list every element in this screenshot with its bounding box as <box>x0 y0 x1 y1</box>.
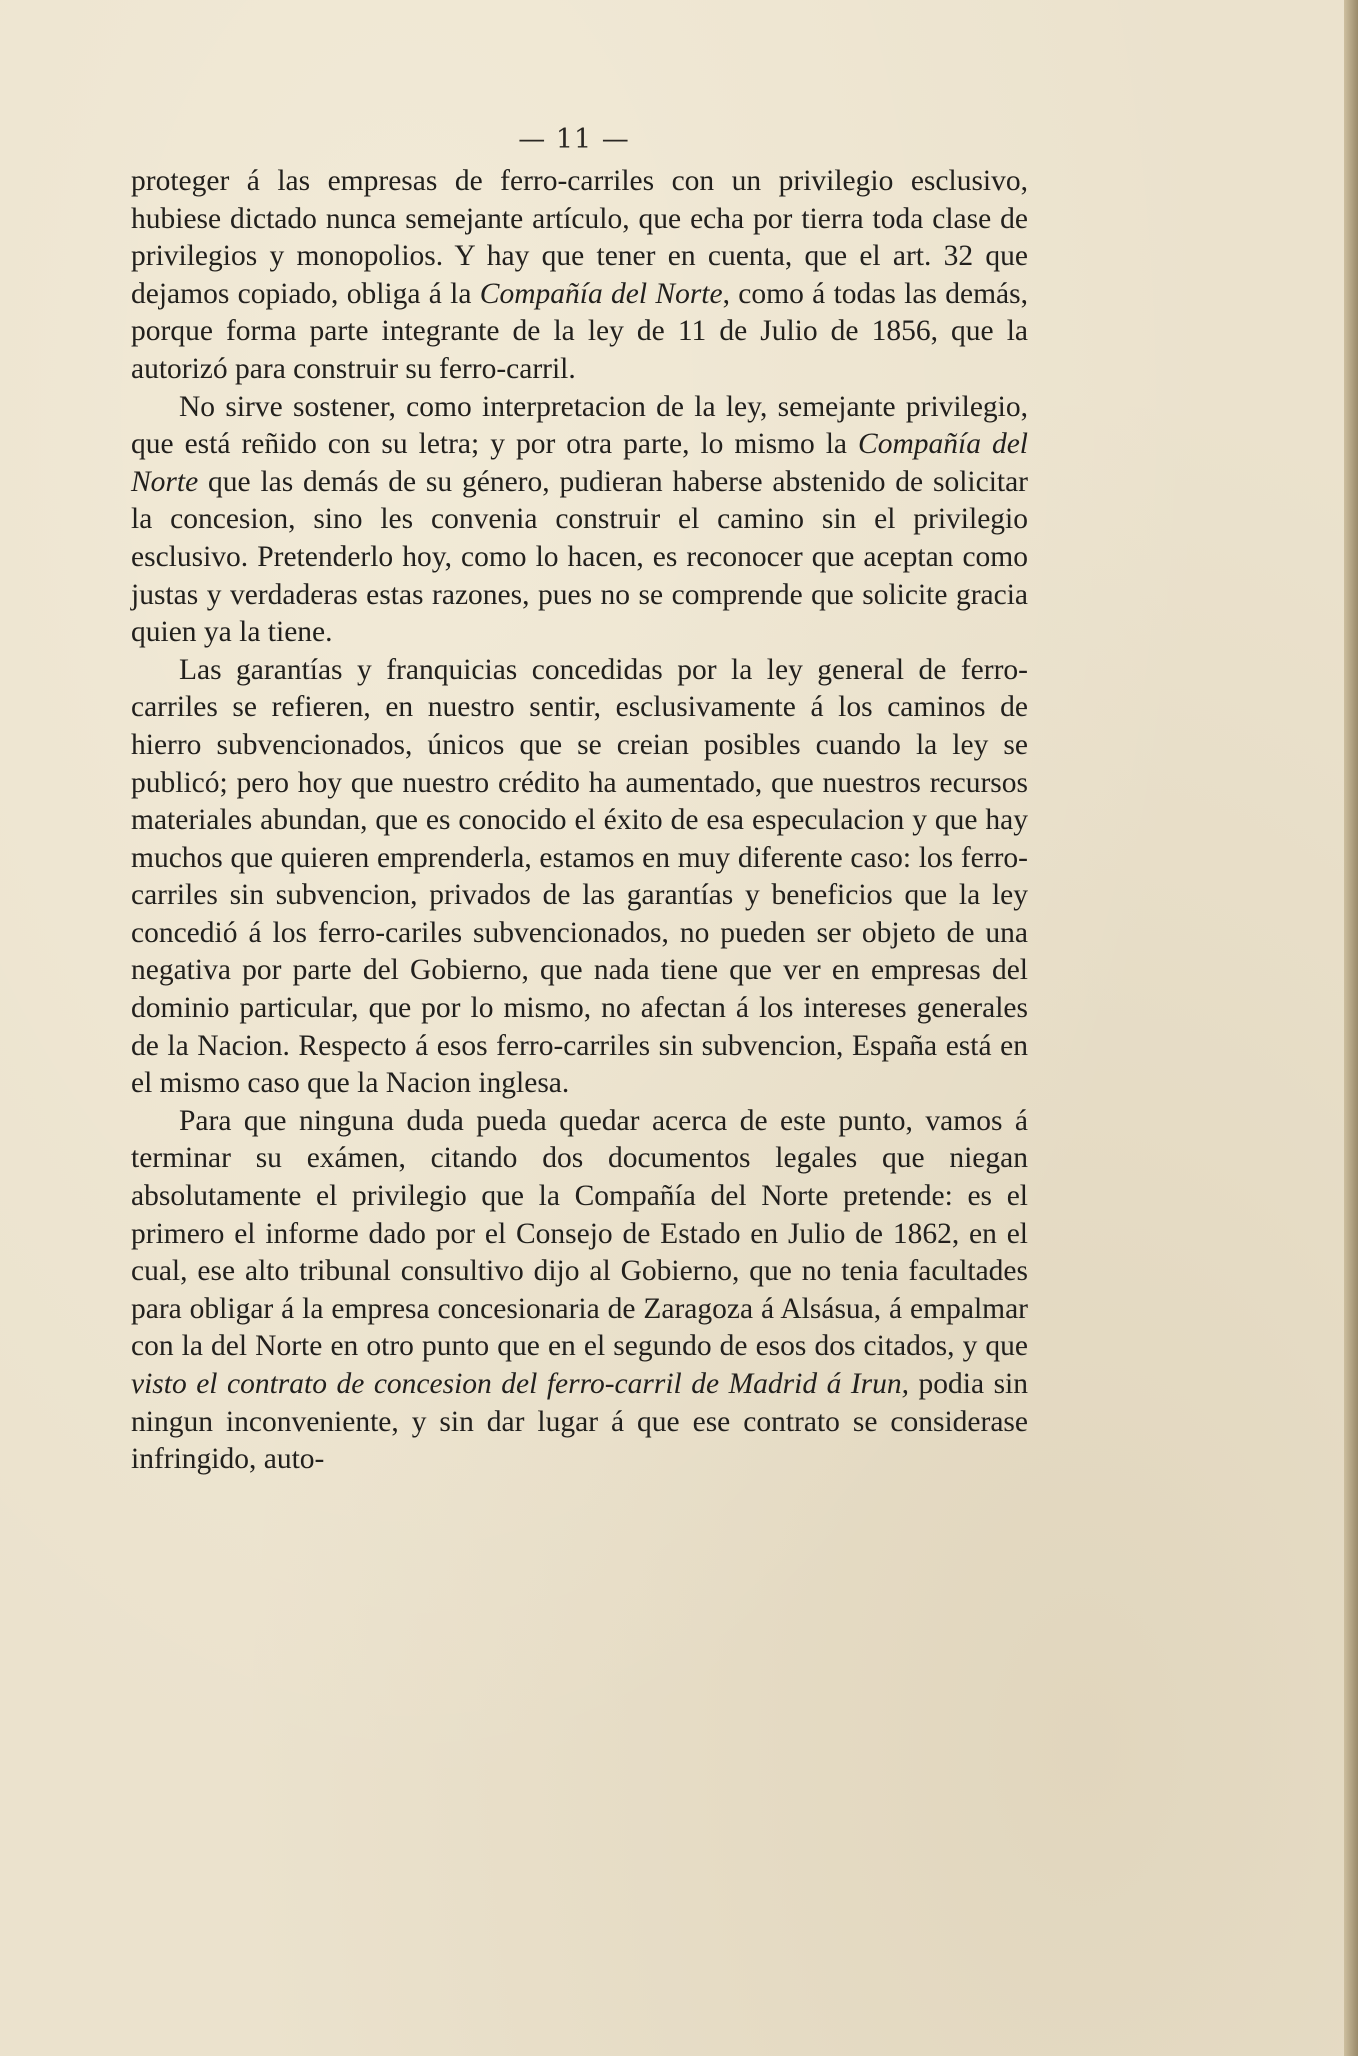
paragraph <box>131 389 1028 652</box>
italic-phrase: Compañía del Norte <box>131 428 1028 498</box>
body-text <box>131 163 1028 1479</box>
text-run: podia sin ningun inconveniente, y sin dar lugar á que ese contrato se considerase infringido, auto- <box>131 1368 1028 1476</box>
text-run: que las demás de su género, pudieran haberse abstenido de solicitar la concesion, sino les convenia construir el camino sin el privilegio esclusivo. Pretenderlo hoy, como lo hacen, es reconocer que aceptan como justas y verdaderas estas razones, pues no se comprende que solicite gracia quien ya la tiene. <box>131 465 1028 649</box>
page-edge <box>1344 0 1358 2056</box>
text-run: Las garantías y franquicias concedidas por la ley general de ferro-carriles se refieren, en nuestro sentir, esclusivamente á los caminos de hierro subvencionados, únicos que se creian posibles cuando la ley se publicó; pero hoy que nuestro crédito ha aumentado, que nuestros recursos materiales abundan, que es conocido el éxito de esa especulacion y que hay muchos que quieren emprenderla, estamos en muy diferente caso: los ferro-carriles sin subvencion, privados de las garantías y beneficios que la ley concedió á los ferro-cariles subvencionados, no pueden ser objeto de una negativa por parte del Gobierno, que nada tiene que ver en empresas del dominio particular, que por lo mismo, no afectan á los intereses generales de la Nacion. Respecto á esos ferro-carriles sin subvencion, España está en el mismo caso que la Nacion inglesa. <box>131 653 1028 1100</box>
italic-phrase: visto el contrato de concesion del ferro-carril de Madrid á Irun, <box>131 1368 910 1400</box>
text-run: , como á todas las demás, porque forma parte integrante de la ley de 11 de Julio de 1856, que la autorizó para construir su ferro-carril. <box>131 277 1028 385</box>
paragraph <box>131 1103 1028 1479</box>
text-run: proteger á las empresas de ferro-carriles con un privilegio esclusivo, hubiese dictado nunca semejante artículo, que echa por tierra toda clase de privilegios y monopolios. Y hay que tener en cuenta, que el art. 32 que dejamos copiado, obliga á la <box>131 165 1028 310</box>
paragraph <box>131 163 1028 389</box>
italic-phrase: Compañía del Norte <box>479 277 723 310</box>
text-run: Para que ninguna duda pueda quedar acerca de este punto, vamos á terminar su exámen, citando dos documentos legales que niegan absolutamente el privilegio que la Compañía del Norte pretende: es el primero el informe dado por el Consejo de Estado en Julio de 1862, en el cual, ese alto tribunal consultivo dijo al Gobierno, que no tenia facultades para obligar á la empresa concesionaria de Zaragoza á Alsásua, á empalmar con la del Norte en otro punto que en el segundo de esos dos citados, y que <box>131 1104 1028 1363</box>
paragraph <box>131 652 1028 1103</box>
page-number: — 11 — <box>518 124 630 155</box>
text-run: No sirve sostener, como interpretacion de la ley, semejante privilegio, que está reñido con su letra; y por otra parte, lo mismo la <box>131 390 1028 461</box>
